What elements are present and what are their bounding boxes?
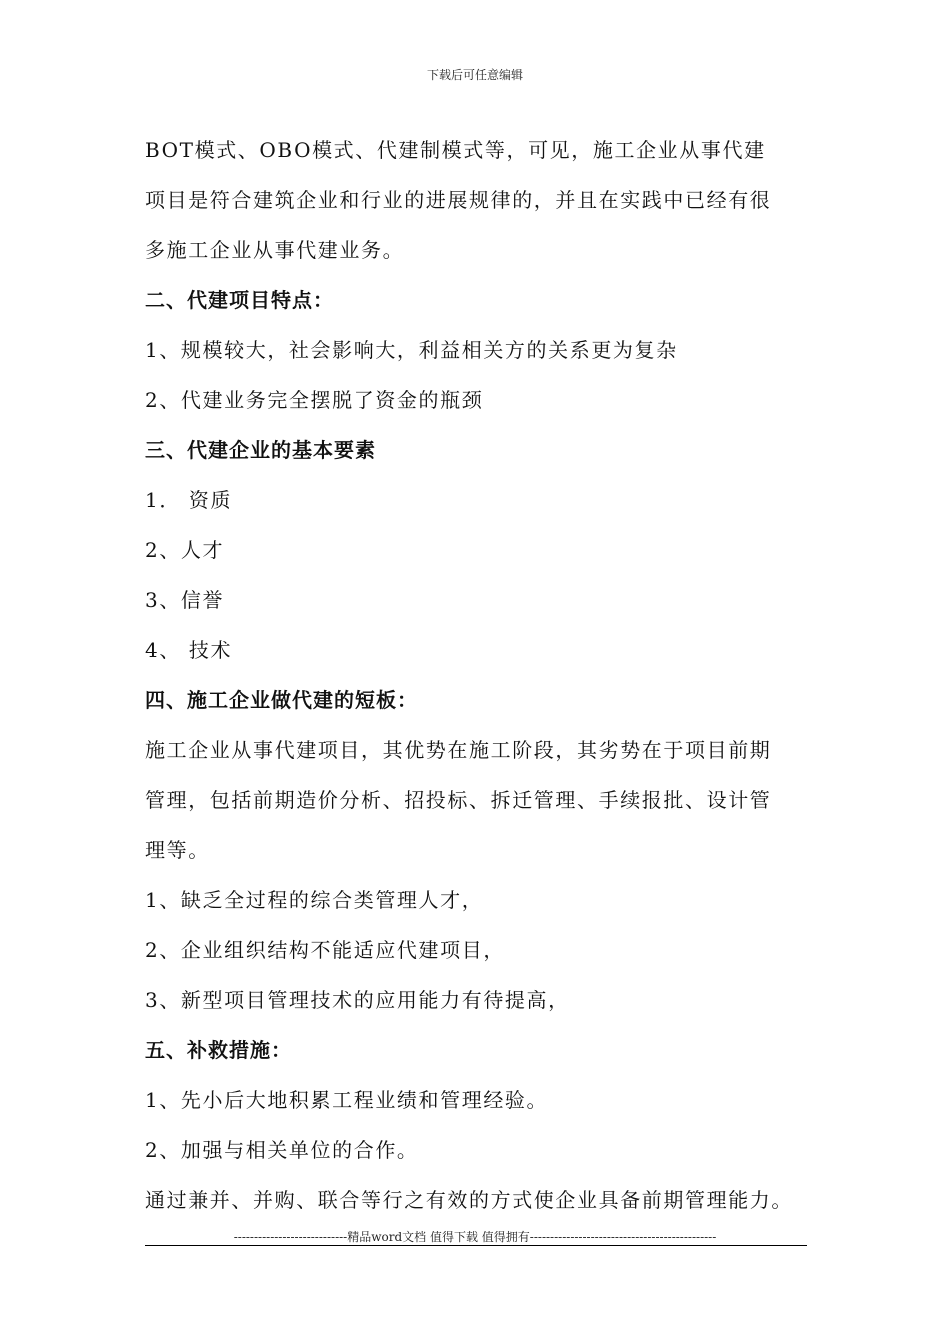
body-text-line: 施工企业从事代建项目，其优势在施工阶段，其劣势在于项目前期 [145,738,772,762]
list-item: 1、规模较大，社会影响大，利益相关方的关系更为复杂 [145,338,678,362]
body-text-line: 管理，包括前期造价分析、招投标、拆迁管理、手续报批、设计管 [145,788,772,812]
footer-divider [145,1245,807,1246]
list-item: 2、人才 [145,538,225,562]
list-item: 2、企业组织结构不能适应代建项目， [145,938,505,962]
body-text-line: 理等。 [145,838,210,862]
list-item: 2、加强与相关单位的合作。 [145,1138,419,1162]
list-item: 2、代建业务完全摆脱了资金的瓶颈 [145,388,484,412]
body-text-line: 通过兼并、并购、联合等行之有效的方式使企业具备前期管理能力。 [145,1188,793,1212]
list-item: 1、先小后大地积累工程业绩和管理经验。 [145,1088,549,1112]
list-item: 4、 技术 [145,638,233,662]
list-item: 1． 资质 [145,488,233,512]
section-heading: 二、代建项目特点： [145,288,334,312]
list-item: 1、缺乏全过程的综合类管理人才， [145,888,484,912]
section-heading: 三、代建企业的基本要素 [145,438,376,462]
body-text-line: BOT模式、OBO模式、代建制模式等，可见，施工企业从事代建 [145,138,766,162]
body-text-line: 项目是符合建筑企业和行业的进展规律的，并且在实践中已经有很 [145,188,772,212]
section-heading: 五、补救措施： [145,1038,292,1062]
list-item: 3、新型项目管理技术的应用能力有待提高， [145,988,570,1012]
list-item: 3、信誉 [145,588,225,612]
body-text-line: 多施工企业从事代建业务。 [145,238,405,262]
page-header: 下载后可任意编辑 [426,68,523,82]
page-footer: ----------------------------精品word文档 值得下载 值得拥有---------------------------------------------- [233,1230,717,1244]
section-heading: 四、施工企业做代建的短板： [145,688,418,712]
